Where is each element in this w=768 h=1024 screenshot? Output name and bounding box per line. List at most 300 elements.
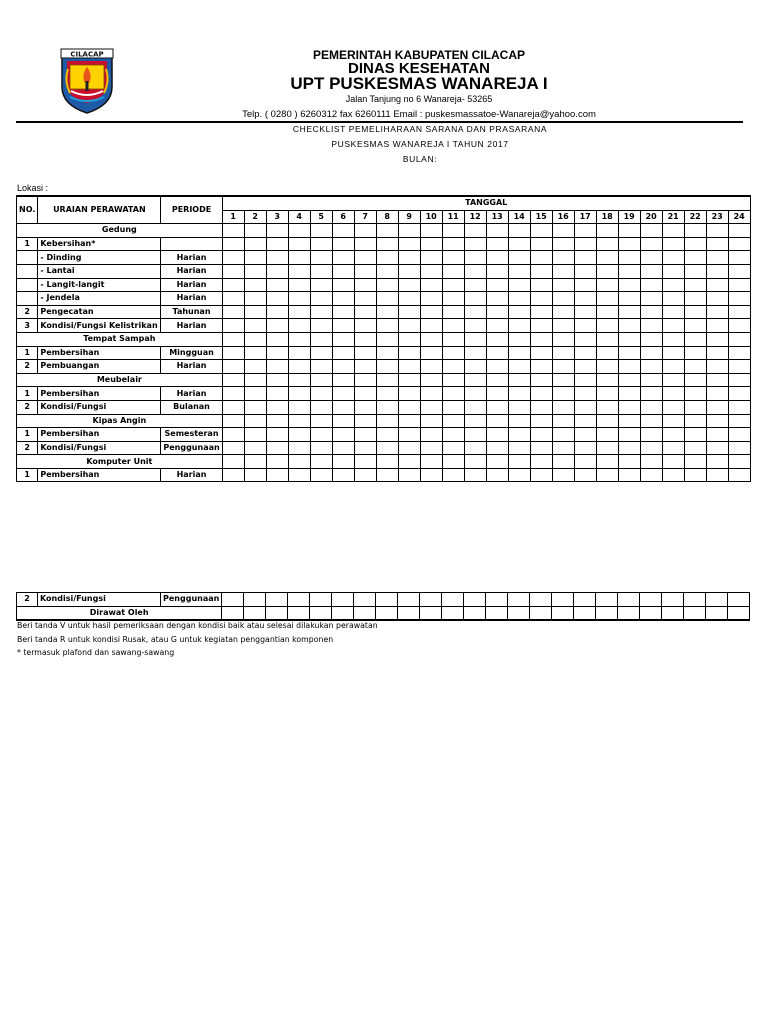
day-check-cell[interactable] [728, 332, 750, 346]
day-check-cell[interactable] [222, 441, 244, 455]
day-check-cell[interactable] [574, 455, 596, 469]
day-check-cell[interactable] [398, 455, 420, 469]
day-check-cell[interactable] [552, 305, 574, 319]
day-check-cell[interactable] [728, 346, 750, 360]
day-check-cell[interactable] [354, 278, 376, 292]
day-check-cell[interactable] [574, 346, 596, 360]
day-check-cell[interactable] [266, 593, 288, 607]
day-check-cell[interactable] [266, 387, 288, 401]
day-check-cell[interactable] [508, 428, 530, 442]
day-check-cell[interactable] [684, 360, 706, 374]
day-check-cell[interactable] [222, 400, 244, 414]
day-check-cell[interactable] [706, 224, 728, 238]
day-check-cell[interactable] [310, 346, 332, 360]
day-check-cell[interactable] [354, 224, 376, 238]
day-check-cell[interactable] [398, 468, 420, 482]
day-check-cell[interactable] [486, 441, 508, 455]
day-check-cell[interactable] [354, 606, 376, 620]
day-check-cell[interactable] [332, 237, 354, 251]
day-check-cell[interactable] [684, 593, 706, 607]
day-check-cell[interactable] [332, 606, 354, 620]
day-check-cell[interactable] [552, 251, 574, 265]
day-check-cell[interactable] [530, 319, 552, 333]
day-check-cell[interactable] [266, 468, 288, 482]
day-check-cell[interactable] [288, 400, 310, 414]
day-check-cell[interactable] [662, 400, 684, 414]
day-check-cell[interactable] [222, 224, 244, 238]
day-check-cell[interactable] [706, 606, 728, 620]
day-check-cell[interactable] [332, 332, 354, 346]
day-check-cell[interactable] [552, 606, 574, 620]
day-check-cell[interactable] [552, 593, 574, 607]
day-check-cell[interactable] [728, 251, 750, 265]
day-check-cell[interactable] [486, 251, 508, 265]
day-check-cell[interactable] [596, 606, 618, 620]
day-check-cell[interactable] [420, 278, 442, 292]
day-check-cell[interactable] [640, 360, 662, 374]
day-check-cell[interactable] [420, 251, 442, 265]
day-check-cell[interactable] [552, 224, 574, 238]
day-check-cell[interactable] [574, 264, 596, 278]
day-check-cell[interactable] [640, 455, 662, 469]
day-check-cell[interactable] [222, 237, 244, 251]
day-check-cell[interactable] [244, 400, 266, 414]
day-check-cell[interactable] [486, 606, 508, 620]
day-check-cell[interactable] [310, 292, 332, 306]
day-check-cell[interactable] [464, 332, 486, 346]
day-check-cell[interactable] [442, 455, 464, 469]
day-check-cell[interactable] [662, 441, 684, 455]
day-check-cell[interactable] [662, 468, 684, 482]
day-check-cell[interactable] [552, 332, 574, 346]
day-check-cell[interactable] [310, 251, 332, 265]
day-check-cell[interactable] [310, 400, 332, 414]
day-check-cell[interactable] [508, 455, 530, 469]
day-check-cell[interactable] [706, 237, 728, 251]
day-check-cell[interactable] [640, 373, 662, 387]
day-check-cell[interactable] [376, 224, 398, 238]
day-check-cell[interactable] [574, 387, 596, 401]
day-check-cell[interactable] [552, 319, 574, 333]
day-check-cell[interactable] [398, 428, 420, 442]
day-check-cell[interactable] [662, 292, 684, 306]
day-check-cell[interactable] [222, 251, 244, 265]
day-check-cell[interactable] [706, 387, 728, 401]
day-check-cell[interactable] [354, 237, 376, 251]
day-check-cell[interactable] [662, 360, 684, 374]
day-check-cell[interactable] [662, 264, 684, 278]
day-check-cell[interactable] [310, 414, 332, 428]
day-check-cell[interactable] [552, 400, 574, 414]
day-check-cell[interactable] [618, 593, 640, 607]
day-check-cell[interactable] [420, 428, 442, 442]
day-check-cell[interactable] [420, 360, 442, 374]
day-check-cell[interactable] [486, 264, 508, 278]
day-check-cell[interactable] [486, 292, 508, 306]
day-check-cell[interactable] [222, 292, 244, 306]
day-check-cell[interactable] [420, 441, 442, 455]
day-check-cell[interactable] [288, 468, 310, 482]
day-check-cell[interactable] [266, 251, 288, 265]
day-check-cell[interactable] [596, 428, 618, 442]
day-check-cell[interactable] [530, 346, 552, 360]
day-check-cell[interactable] [618, 332, 640, 346]
day-check-cell[interactable] [244, 360, 266, 374]
day-check-cell[interactable] [706, 455, 728, 469]
day-check-cell[interactable] [266, 305, 288, 319]
day-check-cell[interactable] [574, 237, 596, 251]
day-check-cell[interactable] [618, 305, 640, 319]
day-check-cell[interactable] [222, 264, 244, 278]
day-check-cell[interactable] [442, 593, 464, 607]
day-check-cell[interactable] [244, 593, 266, 607]
day-check-cell[interactable] [728, 237, 750, 251]
day-check-cell[interactable] [244, 251, 266, 265]
day-check-cell[interactable] [508, 224, 530, 238]
day-check-cell[interactable] [464, 305, 486, 319]
day-check-cell[interactable] [618, 387, 640, 401]
day-check-cell[interactable] [530, 373, 552, 387]
day-check-cell[interactable] [244, 319, 266, 333]
day-check-cell[interactable] [288, 292, 310, 306]
day-check-cell[interactable] [420, 224, 442, 238]
day-check-cell[interactable] [530, 251, 552, 265]
day-check-cell[interactable] [706, 373, 728, 387]
day-check-cell[interactable] [552, 387, 574, 401]
day-check-cell[interactable] [552, 237, 574, 251]
day-check-cell[interactable] [222, 305, 244, 319]
day-check-cell[interactable] [706, 428, 728, 442]
day-check-cell[interactable] [640, 400, 662, 414]
day-check-cell[interactable] [552, 346, 574, 360]
day-check-cell[interactable] [420, 455, 442, 469]
day-check-cell[interactable] [376, 278, 398, 292]
day-check-cell[interactable] [354, 387, 376, 401]
day-check-cell[interactable] [574, 441, 596, 455]
day-check-cell[interactable] [332, 346, 354, 360]
day-check-cell[interactable] [596, 332, 618, 346]
day-check-cell[interactable] [508, 305, 530, 319]
day-check-cell[interactable] [288, 237, 310, 251]
day-check-cell[interactable] [332, 593, 354, 607]
day-check-cell[interactable] [332, 319, 354, 333]
day-check-cell[interactable] [508, 400, 530, 414]
day-check-cell[interactable] [398, 373, 420, 387]
day-check-cell[interactable] [574, 428, 596, 442]
day-check-cell[interactable] [530, 593, 552, 607]
day-check-cell[interactable] [684, 414, 706, 428]
day-check-cell[interactable] [728, 387, 750, 401]
day-check-cell[interactable] [354, 428, 376, 442]
day-check-cell[interactable] [486, 346, 508, 360]
day-check-cell[interactable] [420, 237, 442, 251]
day-check-cell[interactable] [618, 606, 640, 620]
day-check-cell[interactable] [662, 278, 684, 292]
day-check-cell[interactable] [332, 264, 354, 278]
day-check-cell[interactable] [244, 305, 266, 319]
day-check-cell[interactable] [618, 224, 640, 238]
day-check-cell[interactable] [266, 278, 288, 292]
day-check-cell[interactable] [508, 414, 530, 428]
day-check-cell[interactable] [398, 400, 420, 414]
day-check-cell[interactable] [728, 428, 750, 442]
day-check-cell[interactable] [728, 264, 750, 278]
day-check-cell[interactable] [530, 305, 552, 319]
day-check-cell[interactable] [464, 387, 486, 401]
day-check-cell[interactable] [618, 264, 640, 278]
day-check-cell[interactable] [310, 360, 332, 374]
day-check-cell[interactable] [684, 319, 706, 333]
day-check-cell[interactable] [728, 278, 750, 292]
day-check-cell[interactable] [486, 593, 508, 607]
day-check-cell[interactable] [464, 468, 486, 482]
day-check-cell[interactable] [508, 387, 530, 401]
day-check-cell[interactable] [464, 278, 486, 292]
day-check-cell[interactable] [310, 387, 332, 401]
day-check-cell[interactable] [376, 593, 398, 607]
day-check-cell[interactable] [376, 237, 398, 251]
day-check-cell[interactable] [574, 593, 596, 607]
day-check-cell[interactable] [354, 305, 376, 319]
day-check-cell[interactable] [222, 414, 244, 428]
day-check-cell[interactable] [728, 360, 750, 374]
day-check-cell[interactable] [332, 278, 354, 292]
day-check-cell[interactable] [618, 428, 640, 442]
day-check-cell[interactable] [552, 414, 574, 428]
day-check-cell[interactable] [596, 346, 618, 360]
day-check-cell[interactable] [552, 360, 574, 374]
day-check-cell[interactable] [596, 278, 618, 292]
day-check-cell[interactable] [596, 237, 618, 251]
day-check-cell[interactable] [442, 305, 464, 319]
day-check-cell[interactable] [398, 264, 420, 278]
day-check-cell[interactable] [684, 346, 706, 360]
day-check-cell[interactable] [288, 264, 310, 278]
day-check-cell[interactable] [244, 606, 266, 620]
day-check-cell[interactable] [288, 332, 310, 346]
day-check-cell[interactable] [332, 387, 354, 401]
day-check-cell[interactable] [354, 251, 376, 265]
day-check-cell[interactable] [376, 387, 398, 401]
day-check-cell[interactable] [640, 387, 662, 401]
day-check-cell[interactable] [464, 400, 486, 414]
day-check-cell[interactable] [684, 387, 706, 401]
day-check-cell[interactable] [640, 278, 662, 292]
day-check-cell[interactable] [706, 468, 728, 482]
day-check-cell[interactable] [376, 400, 398, 414]
day-check-cell[interactable] [596, 441, 618, 455]
day-check-cell[interactable] [332, 414, 354, 428]
day-check-cell[interactable] [442, 237, 464, 251]
day-check-cell[interactable] [464, 373, 486, 387]
day-check-cell[interactable] [684, 251, 706, 265]
day-check-cell[interactable] [398, 332, 420, 346]
day-check-cell[interactable] [310, 428, 332, 442]
day-check-cell[interactable] [354, 292, 376, 306]
day-check-cell[interactable] [244, 292, 266, 306]
day-check-cell[interactable] [310, 224, 332, 238]
day-check-cell[interactable] [310, 606, 332, 620]
day-check-cell[interactable] [596, 251, 618, 265]
day-check-cell[interactable] [706, 278, 728, 292]
day-check-cell[interactable] [706, 305, 728, 319]
day-check-cell[interactable] [486, 468, 508, 482]
day-check-cell[interactable] [662, 428, 684, 442]
day-check-cell[interactable] [420, 319, 442, 333]
day-check-cell[interactable] [486, 414, 508, 428]
day-check-cell[interactable] [530, 606, 552, 620]
day-check-cell[interactable] [288, 606, 310, 620]
day-check-cell[interactable] [288, 428, 310, 442]
day-check-cell[interactable] [574, 278, 596, 292]
day-check-cell[interactable] [398, 360, 420, 374]
day-check-cell[interactable] [728, 373, 750, 387]
day-check-cell[interactable] [222, 428, 244, 442]
day-check-cell[interactable] [398, 278, 420, 292]
day-check-cell[interactable] [354, 264, 376, 278]
day-check-cell[interactable] [354, 360, 376, 374]
day-check-cell[interactable] [640, 237, 662, 251]
day-check-cell[interactable] [420, 264, 442, 278]
day-check-cell[interactable] [376, 373, 398, 387]
day-check-cell[interactable] [354, 400, 376, 414]
day-check-cell[interactable] [662, 373, 684, 387]
day-check-cell[interactable] [310, 468, 332, 482]
day-check-cell[interactable] [464, 292, 486, 306]
day-check-cell[interactable] [398, 224, 420, 238]
day-check-cell[interactable] [288, 251, 310, 265]
day-check-cell[interactable] [618, 237, 640, 251]
day-check-cell[interactable] [222, 346, 244, 360]
day-check-cell[interactable] [420, 414, 442, 428]
day-check-cell[interactable] [530, 360, 552, 374]
day-check-cell[interactable] [618, 414, 640, 428]
day-check-cell[interactable] [662, 346, 684, 360]
day-check-cell[interactable] [728, 606, 750, 620]
day-check-cell[interactable] [508, 373, 530, 387]
day-check-cell[interactable] [376, 332, 398, 346]
day-check-cell[interactable] [640, 606, 662, 620]
day-check-cell[interactable] [244, 332, 266, 346]
day-check-cell[interactable] [530, 400, 552, 414]
day-check-cell[interactable] [684, 455, 706, 469]
day-check-cell[interactable] [222, 593, 244, 607]
day-check-cell[interactable] [420, 332, 442, 346]
day-check-cell[interactable] [442, 264, 464, 278]
day-check-cell[interactable] [486, 305, 508, 319]
day-check-cell[interactable] [244, 455, 266, 469]
day-check-cell[interactable] [222, 319, 244, 333]
day-check-cell[interactable] [244, 278, 266, 292]
day-check-cell[interactable] [420, 305, 442, 319]
day-check-cell[interactable] [420, 400, 442, 414]
day-check-cell[interactable] [266, 346, 288, 360]
day-check-cell[interactable] [728, 305, 750, 319]
day-check-cell[interactable] [684, 373, 706, 387]
day-check-cell[interactable] [464, 346, 486, 360]
day-check-cell[interactable] [596, 455, 618, 469]
day-check-cell[interactable] [442, 319, 464, 333]
day-check-cell[interactable] [442, 414, 464, 428]
day-check-cell[interactable] [464, 593, 486, 607]
day-check-cell[interactable] [420, 373, 442, 387]
day-check-cell[interactable] [662, 251, 684, 265]
day-check-cell[interactable] [310, 278, 332, 292]
day-check-cell[interactable] [728, 224, 750, 238]
day-check-cell[interactable] [244, 441, 266, 455]
day-check-cell[interactable] [706, 360, 728, 374]
day-check-cell[interactable] [332, 428, 354, 442]
day-check-cell[interactable] [442, 468, 464, 482]
day-check-cell[interactable] [442, 400, 464, 414]
day-check-cell[interactable] [684, 441, 706, 455]
day-check-cell[interactable] [266, 455, 288, 469]
day-check-cell[interactable] [222, 278, 244, 292]
day-check-cell[interactable] [508, 606, 530, 620]
day-check-cell[interactable] [552, 373, 574, 387]
day-check-cell[interactable] [508, 346, 530, 360]
day-check-cell[interactable] [728, 319, 750, 333]
day-check-cell[interactable] [310, 305, 332, 319]
day-check-cell[interactable] [398, 251, 420, 265]
day-check-cell[interactable] [310, 332, 332, 346]
day-check-cell[interactable] [530, 441, 552, 455]
day-check-cell[interactable] [354, 346, 376, 360]
day-check-cell[interactable] [706, 414, 728, 428]
day-check-cell[interactable] [574, 400, 596, 414]
day-check-cell[interactable] [552, 455, 574, 469]
day-check-cell[interactable] [266, 400, 288, 414]
day-check-cell[interactable] [266, 373, 288, 387]
day-check-cell[interactable] [332, 305, 354, 319]
day-check-cell[interactable] [530, 224, 552, 238]
day-check-cell[interactable] [684, 278, 706, 292]
day-check-cell[interactable] [376, 606, 398, 620]
day-check-cell[interactable] [618, 455, 640, 469]
day-check-cell[interactable] [508, 593, 530, 607]
day-check-cell[interactable] [398, 414, 420, 428]
day-check-cell[interactable] [684, 468, 706, 482]
day-check-cell[interactable] [508, 468, 530, 482]
day-check-cell[interactable] [266, 428, 288, 442]
day-check-cell[interactable] [618, 251, 640, 265]
day-check-cell[interactable] [596, 292, 618, 306]
day-check-cell[interactable] [596, 224, 618, 238]
day-check-cell[interactable] [684, 292, 706, 306]
day-check-cell[interactable] [640, 468, 662, 482]
day-check-cell[interactable] [640, 319, 662, 333]
day-check-cell[interactable] [376, 360, 398, 374]
day-check-cell[interactable] [420, 387, 442, 401]
day-check-cell[interactable] [684, 264, 706, 278]
day-check-cell[interactable] [464, 360, 486, 374]
day-check-cell[interactable] [420, 593, 442, 607]
day-check-cell[interactable] [376, 346, 398, 360]
day-check-cell[interactable] [640, 332, 662, 346]
day-check-cell[interactable] [530, 387, 552, 401]
day-check-cell[interactable] [574, 251, 596, 265]
day-check-cell[interactable] [706, 441, 728, 455]
day-check-cell[interactable] [376, 264, 398, 278]
day-check-cell[interactable] [530, 455, 552, 469]
day-check-cell[interactable] [244, 387, 266, 401]
day-check-cell[interactable] [618, 346, 640, 360]
day-check-cell[interactable] [420, 346, 442, 360]
day-check-cell[interactable] [354, 332, 376, 346]
day-check-cell[interactable] [354, 414, 376, 428]
day-check-cell[interactable] [442, 387, 464, 401]
day-check-cell[interactable] [288, 593, 310, 607]
